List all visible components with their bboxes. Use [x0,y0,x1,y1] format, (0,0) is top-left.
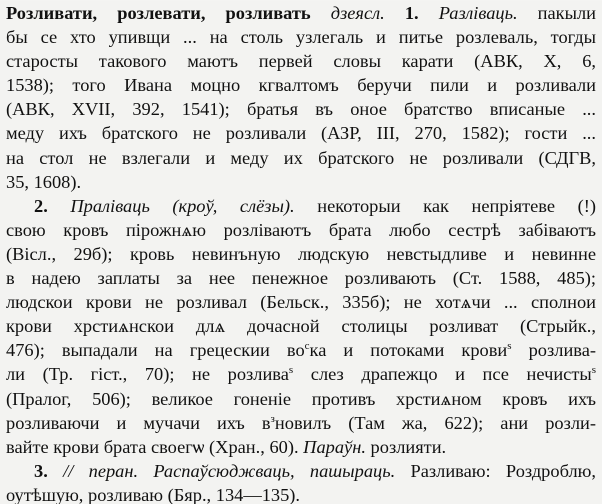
entry-text: Разливаю: Роздроблю, [410,460,596,481]
entry-line [6,435,596,459]
entry-line [6,146,596,170]
entry-line [6,459,596,483]
sense-number: 1. [404,3,419,23]
entry-text: (АВК, XVII, 392, 1541); братья въ оное братство вписаные ... [6,99,596,120]
entry-text: (Пралог, 506); великое гоненіе противъ хрстиѧном кровъ ихъ [6,388,596,409]
compare-label: Параўн. [303,436,366,457]
sense-gloss: Праліваць (кроў, слёзы). [70,195,295,216]
entry-text: бы се хто упивщи ... на столь узлегаль и питье розлеваль, тогды [6,27,596,48]
entry-text: розливаючи и мучачи ихъ $в^зновилъ$ (Там жа, 622); ани розли- [6,412,596,433]
headword: Розливати, розлевати, розливать [6,3,311,23]
entry-line [6,362,596,386]
entry-text: меду ихъ братского не розливали (АЗР, III, 270, 1582); гости ... [6,123,596,144]
entry-text: вайте крови брата своегѡ (Хран., 60). [6,436,299,457]
entry-line [6,483,596,504]
sense-number: 2. [34,195,48,216]
entry-text: пакыли [537,3,596,23]
entry-text: людскои крови не розливал (Бельск., 335б); не хотѧчи ... сполнои [6,292,596,313]
dictionary-page [0,1,602,504]
entry-text: крови хрстиѧнскои длѧ дочасной столицы розливат (Стрыйк., [6,316,596,337]
part-of-speech: дзеясл. [330,3,385,23]
entry-line [6,121,596,145]
entry-text: 476); выпадали на грецескии $во^ска$ и потоками крови$^s$ розлива- [6,340,596,361]
entry-line [6,338,596,362]
entry-text: свою кровъ пірожнѧю розліваютъ брата любо сестрѣ забіваютъ [6,219,596,240]
entry-text: (Вісл., 29б); кровь невинъную людскую невстыдливе и невинне [6,243,596,264]
entry-text: ли (Тр. гіст., 70); не розлива$^s$ слез драпежцо и псе нечисты$^s$ [6,364,596,385]
entry-line [6,194,596,218]
entry-line [6,290,596,314]
entry-line [6,314,596,338]
entry-line [6,266,596,290]
entry-line [6,1,596,25]
sense-gloss: // перан. Распаўсюджваць, пашыраць. [63,460,396,481]
sense-gloss: Разліваць. [438,3,518,23]
entry-line [6,25,596,49]
entry-text: старосты такового маютъ первей словы карати (АВК, Х, 6, [6,51,596,72]
compare-word: розлияти. [370,436,447,457]
entry-text: 35, 1608). [6,171,82,192]
entry-text: в надею заплаты за нее пенежное розливають (Ст. 1588, 485); [6,268,596,289]
entry-line [6,49,596,73]
entry-text: оутѣшую, розливаю (Бяр., 134—135). [6,484,301,504]
entry-text: некоторыи как непріятеве (!) [317,195,596,216]
entry-text: 1538); того Ивана моцно кгвалтомъ беручи пили и розливали [6,75,596,96]
entry-line [6,170,596,194]
entry-text: на стол не взлегали и меду их братского не розливали (СДГВ, [6,147,596,168]
entry-line [6,73,596,97]
sense-number: 3. [34,460,48,481]
entry-line [6,387,596,411]
entry-line [6,218,596,242]
entry-line [6,242,596,266]
entry-line [6,97,596,121]
entry-line [6,411,596,435]
